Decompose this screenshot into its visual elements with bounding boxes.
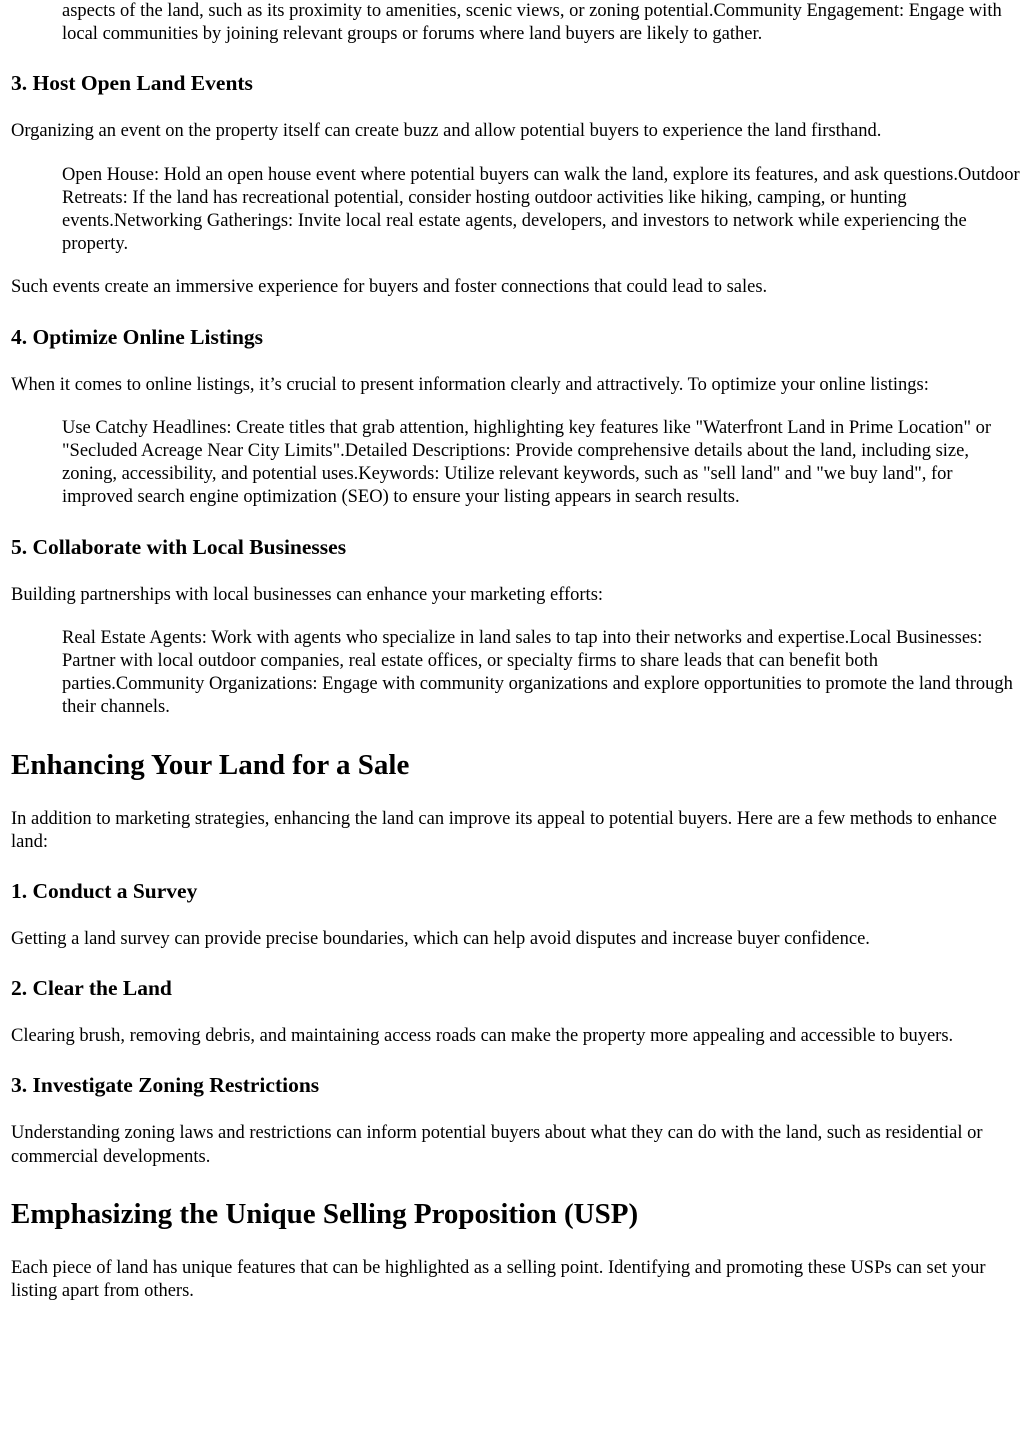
blockquote-open-land-events [11, 164, 1020, 257]
heading-collaborate-local-businesses: 5. Collaborate with Local Businesses [11, 534, 347, 559]
heading-zoning-restrictions: 3. Investigate Zoning Restrictions [11, 1073, 320, 1098]
heading-host-open-land-events: 3. Host Open Land Events [11, 71, 253, 96]
paragraph-enhancing-intro: In addition to marketing strategies, enhancing the land can improve its appeal to potential buyers. Here are a few methods to enhance land: [11, 808, 997, 852]
paragraph-open-land-intro: Organizing an event on the property itself can create buzz and allow potential buyers to experience the land firsthand. [11, 121, 882, 142]
heading-clear-land: 2. Clear the Land [11, 976, 172, 1001]
blockquote-collaborate [11, 627, 1020, 720]
paragraph-optimize-intro: When it comes to online listings, it’s crucial to present information clearly and attractively. To optimize your online listings: [11, 374, 929, 395]
paragraph-events-closing: Such events create an immersive experience for buyers and foster connections that could lead to sales. [11, 277, 768, 298]
blockquote-text: Open House: Hold an open house event where potential buyers can walk the land, explore its features, and ask questions.Outdoor Retreats: If the land has recreational potential, consider hosting outdoor activities like hiking, camping, or hunting events.Networking Gatherings: Invite local real estate agents, developers, and investors to network while experiencing the property. [62, 164, 1020, 255]
blockquote-text: Use Catchy Headlines: Create titles that grab attention, highlighting key features like "Waterfront Land in Prime Location" or "Secluded Acreage Near City Limits".Detailed Descriptions: Provide comprehensive details about the land, including size, zoning, accessibility, and potential uses.Keywords: Utilize relevant keywords, such as "sell land" and "we buy land", for improved search engine optimization (SEO) to ensure your listing appears in search results. [62, 417, 992, 508]
blockquote-text: aspects of the land, such as its proximity to amenities, scenic views, or zoning potential.Community Engagement: Engage with local communities by joining relevant groups or forums where land buyers are likely to gather. [62, 1, 1002, 45]
blockquote-text: Real Estate Agents: Work with agents who specialize in land sales to tap into their networks and expertise.Local Businesses: Partner with local outdoor companies, real estate offices, or specialty firms to share leads that can benefit both parties.Community Organizations: Engage with community organizations and explore opportunities to promote the land through their channels. [62, 627, 1013, 718]
heading-conduct-survey: 1. Conduct a Survey [11, 879, 198, 904]
blockquote-optimize-listings [11, 417, 1020, 510]
heading-optimize-online-listings: 4. Optimize Online Listings [11, 324, 264, 349]
heading-enhancing-your-land: Enhancing Your Land for a Sale [11, 748, 410, 781]
paragraph-zoning: Understanding zoning laws and restrictions can inform potential buyers about what they can do with the land, such as residential or commercial developments. [11, 1123, 983, 1167]
heading-usp: Emphasizing the Unique Selling Proposition (USP) [11, 1197, 639, 1230]
paragraph-collaborate-intro: Building partnerships with local businesses can enhance your marketing efforts: [11, 584, 604, 605]
paragraph-clear-land: Clearing brush, removing debris, and maintaining access roads can make the property more appealing and accessible to buyers. [11, 1026, 954, 1047]
blockquote-marketing-tail [11, 0, 1020, 46]
paragraph-usp: Each piece of land has unique features that can be highlighted as a selling point. Identifying and promoting these USPs can set your listing apart from others. [11, 1257, 986, 1302]
paragraph-survey: Getting a land survey can provide precise boundaries, which can help avoid disputes and increase buyer confidence. [11, 929, 870, 950]
